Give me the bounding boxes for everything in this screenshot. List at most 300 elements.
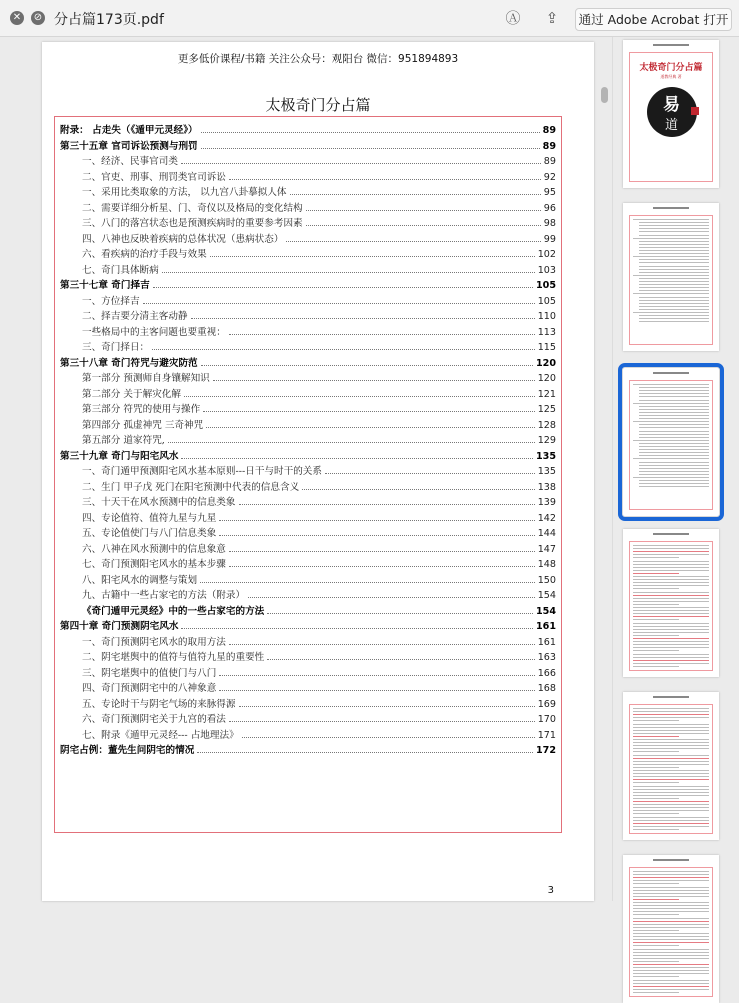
toc-entry-text: 五、专论时干与阴宅气场的来脉得源 [82,698,236,710]
toc-dot-leader [290,194,541,195]
toc-entry[interactable] [60,383,556,400]
thumbnail-line [633,619,679,620]
thumbnail-line [633,607,709,608]
thumbnail-line [633,927,709,928]
thumbnail-line [633,983,709,984]
thumbnail-line [639,321,709,322]
thumbnail-line [639,474,709,475]
thumbnail-line [639,387,709,388]
thumbnail-line [633,629,709,630]
toc-entry-page: 172 [535,745,556,756]
thumbnail-line [633,914,679,915]
toc-dot-leader [153,287,533,288]
logo-char: 道 [665,118,679,133]
thumbnail-line [633,789,709,790]
toc-entry-text: 三、八门的落宫状态也是预测疾病时的重要参考因素 [82,218,303,229]
thumbnail-line [639,431,709,432]
thumbnail-line [639,471,709,472]
thumbnail-line [633,592,709,593]
thumbnail-line [639,253,709,254]
toc-entry-page: 166 [537,667,556,679]
toc-entry[interactable] [60,615,556,632]
thumbnail-line [639,409,709,410]
thumbnail-line [633,588,679,589]
toc-dot-leader [267,659,534,660]
close-icon[interactable]: ✕ [10,11,24,25]
document-view[interactable] [0,37,612,901]
thumbnail-line [639,259,709,260]
toc-entry[interactable] [60,414,556,431]
toc-dot-leader [181,458,533,459]
thumbnail-line [633,887,709,888]
thumbnail-line [633,660,709,661]
thumbnail-header [623,44,719,46]
thumbnail-line [633,654,709,655]
thumbnail-line [633,711,709,712]
thumbnail-line [633,773,709,774]
toc-entry[interactable] [60,507,556,524]
toc-entry-text: 六、八神在风水预测中的信息象意 [82,543,226,555]
page-thumbnail[interactable] [623,529,719,677]
thumbnail-line [633,908,709,909]
thumbnail-line [639,486,709,487]
thumbnail-line [639,455,709,456]
thumbnail-line [639,278,709,279]
toc-dot-leader [219,690,534,691]
thumbnail-line [633,924,709,925]
toc-entry[interactable] [60,181,556,198]
toc-entry-text: 第三部分 符咒的使用与操作 [82,404,201,415]
thumbnail-line [633,823,709,824]
thumbnail-line [633,992,679,993]
thumbnail-sidebar [612,37,739,901]
thumbnail-line [639,306,709,307]
toc-dot-leader [197,752,533,753]
toc-entry[interactable] [60,491,556,508]
toc-entry-page: 142 [537,512,556,524]
toc-dot-leader [184,396,535,397]
toc-entry[interactable] [60,646,556,663]
toc-entry[interactable] [60,522,556,539]
thumbnail-line [633,961,679,962]
toc-entry-text: 阴宅占例：董先生问阴宅的情况 [60,745,195,756]
thumbnail-line [639,465,709,466]
toc-entry[interactable] [60,336,556,353]
toc-dot-leader [325,473,535,474]
toc-entry-page: 148 [537,559,556,570]
thumbnail-line [639,418,709,419]
thumbnail-line [639,244,709,245]
thumbnail-line [639,262,709,263]
thumbnail-line [633,561,709,562]
thumbnail-line [639,462,709,463]
thumbnail-line [639,303,709,304]
thumbnail-line [633,804,709,805]
toc-entry-text: 第三十八章 奇门符咒与避灾防范 [60,357,198,369]
toc-dot-leader [229,334,535,335]
toc-entry-page: 171 [537,729,556,741]
thumbnail-line [639,315,709,316]
thumbnail-line [633,964,709,965]
thumbnail-line [633,554,709,555]
thumbnail-line [639,290,709,291]
toc-entry-page: 139 [537,497,556,508]
toc-entry-page: 89 [542,140,556,152]
toc-dot-leader [242,737,535,738]
page-thumbnail[interactable] [623,692,719,840]
toc-entry-text: 五、专论值使门与八门信息类象 [82,528,217,539]
toc-dot-leader [203,411,535,412]
toc-entry[interactable] [60,724,556,741]
thumbnail-line [633,548,709,549]
toc-dot-leader [200,582,535,583]
toc-dot-leader [152,349,535,350]
toc-entry[interactable] [60,135,556,152]
thumbnail-line [633,930,679,931]
page-thumbnail[interactable] [623,203,719,351]
thumbnail-line [639,297,709,298]
thumbnail-line [633,801,709,802]
table-of-contents [54,116,562,833]
thumbnail-line [633,776,709,777]
toc-entry[interactable] [60,445,556,462]
thumbnail-line [633,782,679,783]
page-thumbnail[interactable] [623,40,719,188]
toc-dot-leader [229,566,535,567]
thumbnail-line [633,647,709,648]
thumbnail-line [633,312,709,313]
thumbnail-line [633,421,709,422]
toc-entry[interactable] [60,212,556,229]
logo-seal [691,107,699,115]
toc-dot-leader [210,256,535,257]
thumbnail-line [633,880,709,881]
toc-entry-text: 第三十九章 奇门与阳宅风水 [60,450,179,462]
thumbnail-line [633,717,709,718]
thumbnail-line [639,318,709,319]
toc-entry[interactable] [60,352,556,369]
thumbnail-line [639,225,709,226]
thumbnail-line [639,480,709,481]
thumbnail-text-lines [633,384,709,506]
thumbnail-line [633,745,709,746]
thumbnail-line [633,663,709,664]
toc-entry-text: 六、看疾病的治疗手段与效果 [82,249,207,260]
toc-dot-leader [191,318,535,319]
toc-entry[interactable] [60,677,556,694]
toc-entry[interactable] [60,150,556,167]
toc-entry-page: 168 [537,683,556,694]
thumbnail-line [633,557,679,558]
thumbnail-header [623,533,719,535]
thumbnail-line [633,921,709,922]
thumbnail-header [623,207,719,209]
toc-entry-text: 三、阴宅堪舆中的值使门与八门 [82,667,217,679]
toc-entry-page: 89 [542,125,556,136]
thumbnail-line [633,893,709,894]
toc-entry-text: 一、奇门遁甲预测阳宅风水基本原则---日干与时干的关系 [82,466,322,477]
toc-entry-text: 《奇门遁甲元灵经》中的一些占家宅的方法 [82,605,265,617]
thumbnail-line [639,393,709,394]
thumbnail-text-lines [633,545,709,667]
thumbnail-line [633,739,709,740]
toc-entry-page: 120 [535,357,556,369]
thumbnail-line [633,613,709,614]
toc-dot-leader [201,132,540,133]
thumbnail-line [633,896,709,897]
toc-dot-leader [206,427,534,428]
thumbnail-line [633,911,709,912]
page-thumbnail[interactable] [623,855,719,1003]
thumbnail-line [633,219,709,220]
thumbnail-line [633,779,709,780]
toc-dot-leader [229,644,535,645]
thumbnail-line [633,610,709,611]
toc-entry-text: 第五部分 道家符咒, [82,435,165,446]
window-title: 分占篇173页.pdf [54,12,164,28]
toc-entry[interactable] [60,708,556,725]
thumbnail-line [633,817,709,818]
thumbnail-line [633,742,709,743]
thumbnail-line [639,415,709,416]
toc-dot-leader [229,179,541,180]
toc-entry-page: 135 [535,450,556,462]
toc-entry-page: 128 [537,419,556,431]
toc-entry[interactable] [60,460,556,477]
scrollbar-thumb[interactable] [601,87,608,103]
thumbnail-line [633,810,709,811]
thumbnail-line [633,275,709,276]
thumbnail-line [639,483,709,484]
page-title: 太极奇门分占篇 [265,96,371,114]
toc-dot-leader [143,303,535,304]
toc-entry[interactable] [60,739,556,756]
toc-entry-page: 105 [537,295,556,307]
thumbnail-line [633,403,709,404]
thumbnail-line [633,564,709,565]
thumbnail-line [633,807,709,808]
toc-entry-page: 98 [543,218,556,229]
toc-entry-text: 八、阳宅风水的调整与策划 [82,574,198,586]
thumbnail-line [633,579,709,580]
toc-entry-page: 154 [535,605,556,617]
toc-dot-leader [286,241,540,242]
toc-entry[interactable] [60,259,556,276]
toc-dot-leader [201,365,533,366]
page-thumbnail[interactable] [623,368,719,516]
toc-entry[interactable] [60,693,556,710]
thumbnail-line [633,576,709,577]
toc-entry-page: 96 [543,202,556,214]
thumbnail-line [633,644,709,645]
toc-entry[interactable] [60,367,556,384]
thumbnail-text-lines [633,708,709,830]
toc-entry[interactable] [60,429,556,446]
toc-entry[interactable] [60,119,556,136]
toc-dot-leader [229,721,535,722]
thumbnail-line [639,300,709,301]
toc-entry-page: 138 [537,481,556,493]
toc-dot-leader [239,706,535,707]
thumbnail-line [633,582,709,583]
toc-entry-page: 110 [537,311,556,322]
thumbnail-line [633,798,679,799]
thumbnail-line [633,902,709,903]
thumbnail-line [639,390,709,391]
thumbnail-cover-title: 太极奇门分占篇 [639,63,703,73]
thumbnail-text-lines [633,871,709,993]
thumbnail-header [623,859,719,861]
thumbnail-line [633,720,679,721]
toc-dot-leader [239,504,535,505]
toc-entry[interactable] [60,197,556,214]
thumbnail-line [633,751,679,752]
toc-entry-text: 七、奇门具体断病 [82,264,159,276]
toc-entry[interactable] [60,166,556,183]
thumbnail-line [633,616,709,617]
thumbnail-line [639,437,709,438]
toc-dot-leader [219,675,534,676]
toc-entry-text: 四、奇门预测阴宅中的八神象意 [82,683,217,694]
thumbnail-line [633,952,709,953]
thumbnail-line [633,440,709,441]
pen-circle-icon[interactable]: Ⓐ [505,9,521,27]
thumbnail-line [633,958,709,959]
toc-entry-page: 105 [535,280,556,291]
thumbnail-line [633,905,709,906]
toc-entry[interactable] [60,476,556,493]
toc-entry-page: 89 [543,156,556,167]
thumbnail-line [639,468,709,469]
toc-entry-page: 103 [537,264,556,276]
toc-entry[interactable] [60,290,556,307]
thumbnail-line [633,970,709,971]
toc-entry-text: 七、奇门预测阳宅风水的基本步骤 [82,559,226,570]
toc-entry-text: 附录： 占走失（《遁甲元灵经》） [60,125,198,136]
toc-entry-page: 147 [537,543,556,555]
toc-entry-text: 六、奇门预测阴宅关于九宫的看法 [82,714,226,725]
pdf-page [42,42,594,901]
toc-entry-text: 二、需要详细分析星、门、奇仪以及格局的变化结构 [82,202,303,214]
toc-entry-page: 135 [537,466,556,477]
thumbnail-line [633,256,709,257]
toc-dot-leader [248,597,535,598]
toc-entry[interactable] [60,305,556,322]
thumbnail-line [633,635,679,636]
thumbnail-line [639,222,709,223]
thumbnail-text-lines [633,219,709,341]
thumbnail-line [633,730,709,731]
thumbnail-line [633,632,709,633]
thumbnail-line [639,228,709,229]
thumbnail-line [639,231,709,232]
toc-entry[interactable] [60,662,556,679]
thumbnail-line [633,949,709,950]
toc-entry[interactable] [60,553,556,570]
thumbnail-line [633,545,709,546]
thumbnail-line [633,650,679,651]
thumbnail-line [633,293,709,294]
minus-circle-icon[interactable]: ⊘ [31,11,45,25]
toc-entry-page: 95 [543,187,556,198]
share-icon[interactable]: ⇪ [545,9,559,27]
toc-entry-text: 第二部分 关于解灾化解 [82,388,181,400]
thumbnail-line [639,434,709,435]
page-header: 更多低价课程/书籍 关注公众号：观阳台 微信：951894893 [177,53,459,65]
thumbnail-line [633,724,709,725]
toc-entry[interactable] [60,398,556,415]
thumbnail-line [639,235,709,236]
thumbnail-line [639,247,709,248]
thumbnail-line [633,727,709,728]
toc-entry-text: 三、十天干在风水预测中的信息类象 [82,497,236,508]
toc-entry[interactable] [60,228,556,245]
toc-entry[interactable] [60,243,556,260]
toc-entry-text: 九、古籍中一些占家宅的方法（附录） [82,590,246,601]
thumbnail-line [633,874,709,875]
thumbnail-line [633,714,709,715]
toc-entry-text: 第一部分 预测师自身镶解知识 [82,373,210,384]
toc-entry[interactable] [60,274,556,291]
toc-entry-page: 144 [537,528,556,539]
page-number: 3 [547,885,554,896]
toc-dot-leader [168,442,535,443]
toc-entry-page: 150 [537,574,556,586]
thumbnail-line [633,939,709,940]
toc-entry[interactable] [60,584,556,601]
thumbnail-line [639,272,709,273]
thumbnail-line [633,733,709,734]
toc-entry[interactable] [60,321,556,338]
thumbnail-line [633,761,709,762]
thumbnail-line [633,477,709,478]
thumbnail-line [633,945,679,946]
thumbnail-line [633,820,709,821]
toc-entry-text: 二、官吏、刑事、刑罚类官司诉讼 [82,171,226,183]
thumbnail-line [633,764,709,765]
toc-entry-text: 七、附录《遁甲元灵经--- 占地理法》 [82,729,239,741]
thumbnail-line [639,266,709,267]
thumbnail-line [639,269,709,270]
toc-dot-leader [181,628,533,629]
toc-entry[interactable] [60,631,556,648]
thumbnail-line [633,899,679,900]
toc-entry[interactable] [60,569,556,586]
thumbnail-line [633,601,709,602]
thumbnail-line [639,446,709,447]
thumbnail-line [633,955,709,956]
toc-entry-text: 二、择吉要分清主客动静 [82,311,188,322]
thumbnail-line [633,551,709,552]
thumbnail-cover-subtitle: 道教经典 著 [660,74,682,79]
thumbnail-line [633,767,679,768]
thumbnail-line [639,449,709,450]
toc-dot-leader [181,163,541,164]
open-in-acrobat-button[interactable]: 通过 Adobe Acrobat 打开 [575,8,732,31]
thumbnail-line [633,641,709,642]
toc-entry-page: 120 [537,373,556,384]
thumbnail-line [639,443,709,444]
toc-dot-leader [229,551,535,552]
toc-dot-leader [219,535,534,536]
thumbnail-line [633,967,709,968]
toc-entry-page: 161 [537,636,556,648]
toc-entry-page: 170 [537,714,556,725]
thumbnail-line [633,384,709,385]
toc-entry[interactable] [60,600,556,617]
thumbnail-line [639,284,709,285]
toc-entry[interactable] [60,538,556,555]
